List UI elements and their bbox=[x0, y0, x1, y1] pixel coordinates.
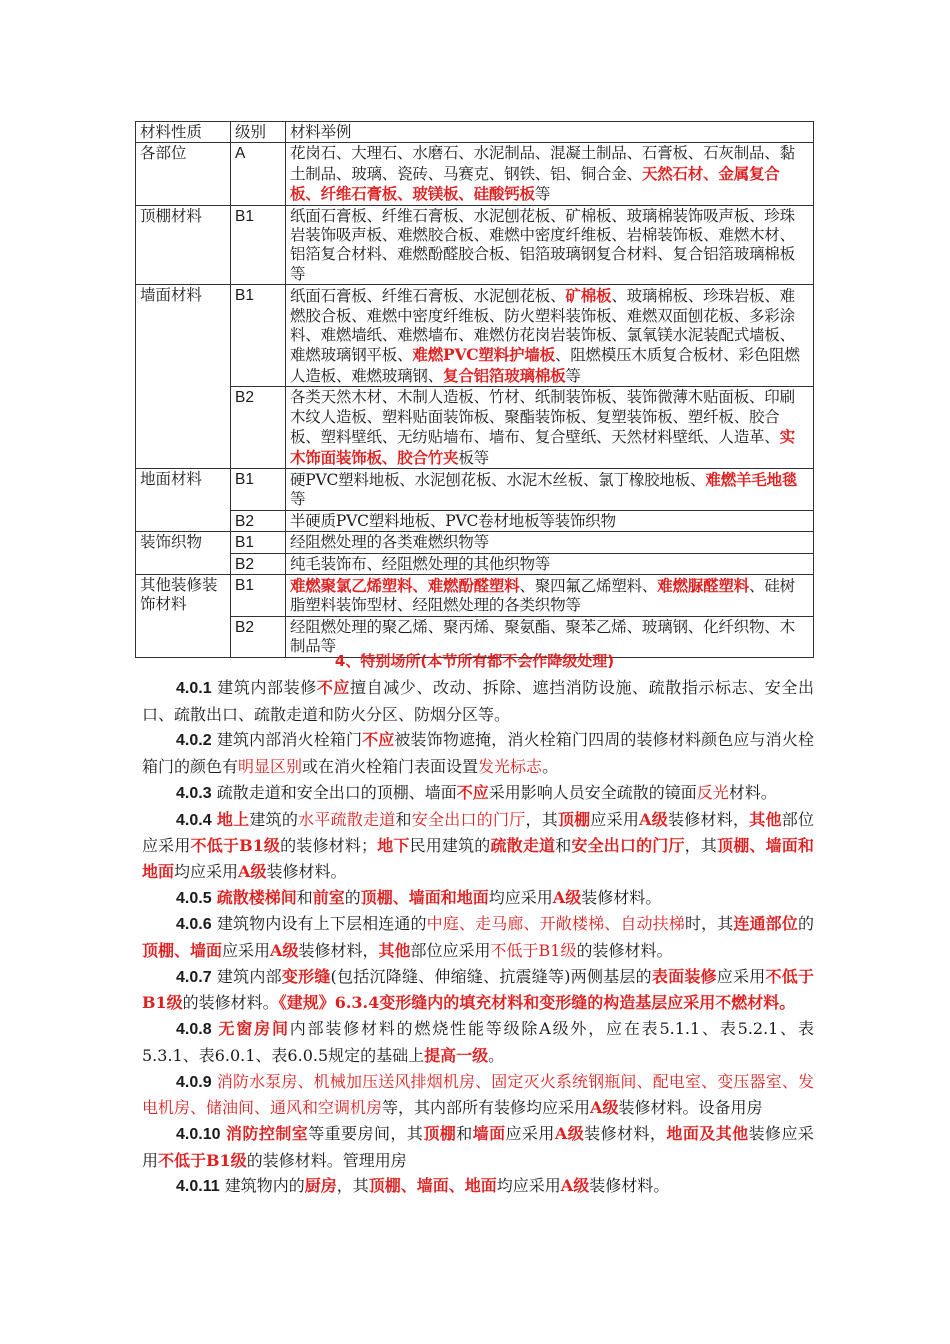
table-row bbox=[136, 532, 814, 553]
header-nature: 材料性质 bbox=[136, 122, 231, 143]
clause-4-0-3 bbox=[142, 780, 814, 807]
clause-text: 《建规》6.3.4变形缝内的填充材料和变形缝的构造基层应采用不燃材料。 bbox=[278, 993, 796, 1013]
clause-text: 安全出口的门厅 bbox=[411, 809, 526, 829]
clause-4-0-6 bbox=[142, 911, 814, 963]
clause-text: 发光标志 bbox=[478, 757, 543, 777]
clause-text: 疏散走道和安全出口的顶棚、墙面 bbox=[216, 782, 457, 802]
clause-text: 水平疏散走道 bbox=[298, 809, 396, 829]
clause-text: 消防水泵房、机械加压送风排烟机房、固定灭火系统钢瓶间、配电室、变压器室、发电机房、储油间、通风和空调机房 bbox=[142, 1071, 814, 1118]
clause-text: 不应 bbox=[316, 678, 351, 697]
table-header-row bbox=[136, 122, 814, 143]
clause-text: 顶棚、墙面、地面 bbox=[368, 1176, 497, 1196]
nature-cell: 装饰织物 bbox=[136, 532, 231, 575]
clause-number: 4.0.10 bbox=[176, 1125, 221, 1143]
clause-text: 擅自减少、改动、拆除、遮挡消防设施、疏散指示标志、安全出口、疏散出口、疏散走道和防火分区、防烟分区等。 bbox=[142, 678, 814, 724]
clause-4-0-11 bbox=[142, 1173, 814, 1200]
header-level: 级别 bbox=[231, 122, 286, 143]
example-cell: 纸面石膏板、纤维石膏板、水泥刨花板、矿棉板、玻璃棉板、珍珠岩板、难燃胶合板、难燃中密度纤维板、防火塑料装饰板、难燃双面刨花板、多彩涂料、难燃墙纸、难燃墙布、难燃仿花岗岩装饰板、氯氧镁水泥装配式墙板、难燃玻璃钢平板、难燃PVC塑料护墙板、阻燃模压木质复合板材、彩色阻燃人造板、难燃玻璃钢、复合铝箔玻璃棉板等 bbox=[286, 285, 814, 387]
clause-text: 内部装修材料的燃烧性能等级除A级外，应在表5.1.1、表5.2.1、表5.3.1、表6.0.1、表6.0.5规定的基础上 bbox=[142, 1019, 814, 1065]
clause-text: 顶棚 bbox=[423, 1123, 457, 1143]
clause-text: ，其 bbox=[336, 1176, 369, 1196]
nature-cell: 其他装修装饰材料 bbox=[136, 574, 231, 657]
level-cell: B1 bbox=[231, 574, 286, 616]
clause-text: 不低于B1级 bbox=[142, 966, 814, 1013]
clauses-body bbox=[142, 675, 814, 1200]
clause-text: 应采用 bbox=[716, 966, 766, 986]
clause-text: 部位应采用 bbox=[410, 941, 491, 961]
clause-text: 和 bbox=[296, 887, 313, 907]
example-cell: 纸面石膏板、纤维石膏板、水泥刨花板、矿棉板、玻璃棉装饰吸声板、珍珠岩装饰吸声板、难燃胶合板、难燃中密度纤维板、岩棉装饰板、难燃木材、铝箔复合材料、难燃酚醛胶合板、铝箔玻璃钢复合材料、复合铝箔玻璃棉板等 bbox=[286, 205, 814, 285]
clause-text: 时，其 bbox=[684, 914, 734, 934]
nature-cell: 地面材料 bbox=[136, 468, 231, 531]
clause-text: 应采用 bbox=[590, 809, 640, 829]
clause-text: A级 bbox=[590, 1098, 619, 1118]
clause-number: 4.0.4 bbox=[176, 811, 212, 829]
clause-text: 和 bbox=[555, 836, 572, 856]
clause-text: 无窗房间 bbox=[218, 1019, 290, 1039]
clause-text: 均应采用 bbox=[488, 887, 553, 907]
level-cell: B2 bbox=[231, 510, 286, 531]
clause-text: 民用建筑的 bbox=[409, 836, 491, 856]
clause-text: 装修材料， bbox=[584, 1123, 667, 1143]
clause-number: 4.0.2 bbox=[176, 732, 212, 750]
clause-text: 和 bbox=[456, 1123, 473, 1143]
clause-text: A级 bbox=[639, 809, 669, 829]
clause-number: 4.0.6 bbox=[176, 916, 212, 934]
example-cell: 硬PVC塑料地板、水泥刨花板、水泥木丝板、氯丁橡胶地板、难燃羊毛地毯等 bbox=[286, 468, 814, 510]
level-cell: B2 bbox=[231, 553, 286, 574]
clause-text: 其他 bbox=[378, 941, 411, 961]
clause-text: A级 bbox=[560, 1176, 590, 1196]
clause-text: 顶棚、墙面和地面 bbox=[360, 887, 489, 907]
section-title: 4、特别场所(本节所有都不会作降级处理) bbox=[334, 652, 615, 670]
clause-text: 墙面 bbox=[472, 1123, 506, 1143]
example-cell: 花岗石、大理石、水磨石、水泥制品、混凝土制品、石膏板、石灰制品、黏土制品、玻璃、瓷砖、马赛克、钢铁、铝、铜合金、天然石材、金属复合板、纤维石膏板、玻镁板、硅酸钙板等 bbox=[286, 143, 814, 205]
clause-text: 被装饰物遮掩，消火栓箱门四周的装修材料颜色应与消火栓箱门的颜色有 bbox=[142, 730, 814, 777]
clause-text: 前室 bbox=[312, 887, 345, 907]
clause-4-0-1 bbox=[142, 675, 814, 727]
clause-text: 装修材料。设备用房 bbox=[618, 1098, 763, 1118]
clause-text: 应采用 bbox=[505, 1123, 555, 1143]
clause-text: 等，其内部所有装修均应采用 bbox=[382, 1098, 591, 1118]
clause-text: 建筑物内设有上下层相连通的 bbox=[216, 914, 427, 934]
level-cell: B1 bbox=[231, 285, 286, 387]
clause-text: 应采用 bbox=[222, 941, 271, 961]
table-row bbox=[136, 510, 814, 531]
example-cell: 难燃聚氯乙烯塑料、难燃酚醛塑料、聚四氟乙烯塑料、难燃脲醛塑料、硅树脂塑料装饰型材、经阻燃处理的各类织物等 bbox=[286, 574, 814, 616]
clause-text: 等重要房间，其 bbox=[308, 1123, 424, 1143]
clause-text: A级 bbox=[238, 861, 267, 881]
clause-text: 的装修材料。管理用房 bbox=[246, 1150, 407, 1170]
clause-text: 装修材料， bbox=[668, 809, 750, 829]
clause-text: 地上 bbox=[216, 809, 250, 829]
clause-4-0-4 bbox=[142, 807, 814, 885]
clause-text: 表面装修 bbox=[651, 966, 717, 986]
clause-number: 4.0.8 bbox=[176, 1021, 212, 1039]
table-row bbox=[136, 553, 814, 574]
example-cell: 经阻燃处理的聚乙烯、聚丙烯、聚氨酯、聚苯乙烯、玻璃钢、化纤织物、木制品等 bbox=[286, 616, 814, 657]
clause-number: 4.0.9 bbox=[176, 1073, 212, 1091]
clause-text: 顶棚、墙面 bbox=[142, 941, 223, 961]
clause-text: 变形缝 bbox=[281, 966, 331, 986]
clause-text: 和 bbox=[395, 809, 412, 829]
table-row bbox=[136, 285, 814, 387]
clause-text: 不应 bbox=[362, 730, 395, 750]
clause-text: 的装修材料。 bbox=[576, 941, 673, 961]
clause-text: 的 bbox=[797, 914, 814, 934]
level-cell: A bbox=[231, 143, 286, 205]
clause-text: 。 bbox=[542, 757, 559, 777]
clause-4-0-10 bbox=[142, 1121, 814, 1173]
clause-text: ，其 bbox=[684, 836, 718, 856]
clause-text: ，其 bbox=[525, 809, 558, 829]
clause-text: 中庭、走马廊、开敞楼梯、自动扶梯 bbox=[426, 914, 685, 934]
clause-text: 建筑物内的 bbox=[224, 1176, 305, 1196]
table-row bbox=[136, 387, 814, 469]
level-cell: B2 bbox=[231, 387, 286, 469]
level-cell: B2 bbox=[231, 616, 286, 657]
clause-text: A级 bbox=[270, 941, 299, 961]
clause-4-0-2 bbox=[142, 727, 814, 779]
clause-text: A级 bbox=[554, 1123, 585, 1143]
clause-text: 提高一级 bbox=[424, 1045, 489, 1065]
header-example: 材料举例 bbox=[286, 122, 814, 143]
clause-text: 不低于B1级 bbox=[190, 836, 281, 856]
clause-text: 建筑内部消火栓箱门 bbox=[216, 730, 363, 750]
table-row bbox=[136, 468, 814, 510]
clause-text: 连通部位 bbox=[733, 914, 798, 934]
clause-text: (包括沉降缝、伸缩缝、抗震缝等)两侧基层的 bbox=[330, 966, 652, 986]
clause-text: 地面及其他 bbox=[666, 1123, 749, 1143]
clause-number: 4.0.7 bbox=[176, 968, 212, 986]
clause-text: 明显区别 bbox=[238, 757, 303, 777]
clause-number: 4.0.5 bbox=[176, 889, 212, 907]
nature-cell: 顶棚材料 bbox=[136, 205, 231, 285]
clause-text: 反光 bbox=[696, 782, 729, 802]
clause-text: 顶棚、墙面和地面 bbox=[142, 836, 814, 881]
clause-text: 的 bbox=[344, 887, 361, 907]
clause-text: 装修材料。 bbox=[581, 887, 662, 907]
clause-text: 建筑的 bbox=[249, 809, 299, 829]
clause-text: 部位应采用 bbox=[142, 809, 814, 856]
clause-text: 建筑内部装修 bbox=[217, 678, 317, 697]
clause-text: 安全出口的门厅 bbox=[571, 836, 685, 856]
table-row bbox=[136, 574, 814, 616]
clause-text: 不低于B1级 bbox=[490, 941, 577, 961]
clause-number: 4.0.3 bbox=[176, 784, 212, 802]
example-cell: 经阻燃处理的各类难燃织物等 bbox=[286, 532, 814, 553]
nature-cell: 墙面材料 bbox=[136, 285, 231, 469]
clause-text: 采用影响人员安全疏散的镜面 bbox=[488, 782, 697, 802]
clause-text: A级 bbox=[552, 887, 582, 907]
clause-text: 材料。 bbox=[728, 782, 777, 802]
clause-text: 地下 bbox=[377, 836, 410, 856]
clause-text: 或在消火栓箱门表面设置 bbox=[302, 757, 479, 777]
clause-text: 不应 bbox=[456, 782, 489, 802]
clause-text: 装修材料。 bbox=[589, 1176, 670, 1196]
clause-text: 的装修材料； bbox=[280, 836, 378, 856]
level-cell: B1 bbox=[231, 205, 286, 285]
clause-4-0-9 bbox=[142, 1069, 814, 1121]
clause-text: 均应采用 bbox=[496, 1176, 561, 1196]
clause-text: 装修应采用 bbox=[142, 1123, 814, 1170]
clause-4-0-7 bbox=[142, 964, 814, 1016]
clause-text: 消防控制室 bbox=[226, 1123, 309, 1143]
clause-text: 厨房 bbox=[304, 1176, 337, 1196]
level-cell: B1 bbox=[231, 532, 286, 553]
example-cell: 纯毛装饰布、经阻燃处理的其他织物等 bbox=[286, 553, 814, 574]
example-cell: 各类天然木材、木制人造板、竹材、纸制装饰板、装饰微薄木贴面板、印刷木纹人造板、塑料贴面装饰板、聚酯装饰板、复塑装饰板、塑纤板、胶合板、塑料壁纸、无纺贴墙布、墙布、复合壁纸、天然材料壁纸、人造革、实木饰面装饰板、胶合竹夹板等 bbox=[286, 387, 814, 469]
clause-text: 装修材料， bbox=[298, 941, 379, 961]
clause-text: 。 bbox=[488, 1045, 505, 1065]
clause-text: 疏散走道 bbox=[490, 836, 556, 856]
clause-4-0-8 bbox=[142, 1016, 814, 1068]
clause-text: 不低于B1级 bbox=[158, 1150, 247, 1170]
clause-number: 4.0.11 bbox=[176, 1178, 220, 1196]
clause-text: 均应采用 bbox=[174, 861, 239, 881]
level-cell: B1 bbox=[231, 468, 286, 510]
example-cell: 半硬质PVC塑料地板、PVC卷材地板等装饰织物 bbox=[286, 510, 814, 531]
table-row bbox=[136, 205, 814, 285]
clause-text: 的装修材料。 bbox=[182, 993, 279, 1013]
clause-text: 其他 bbox=[749, 809, 782, 829]
nature-cell: 各部位 bbox=[136, 143, 231, 205]
table-row bbox=[136, 143, 814, 205]
clause-text: 疏散楼梯间 bbox=[216, 887, 297, 907]
clause-number: 4.0.1 bbox=[176, 680, 212, 697]
clause-text: 建筑内部 bbox=[216, 966, 282, 986]
clause-text: 装修材料。 bbox=[266, 861, 347, 881]
materials-table bbox=[135, 121, 814, 658]
clause-text: 顶棚 bbox=[557, 809, 591, 829]
clause-4-0-5 bbox=[142, 885, 814, 912]
